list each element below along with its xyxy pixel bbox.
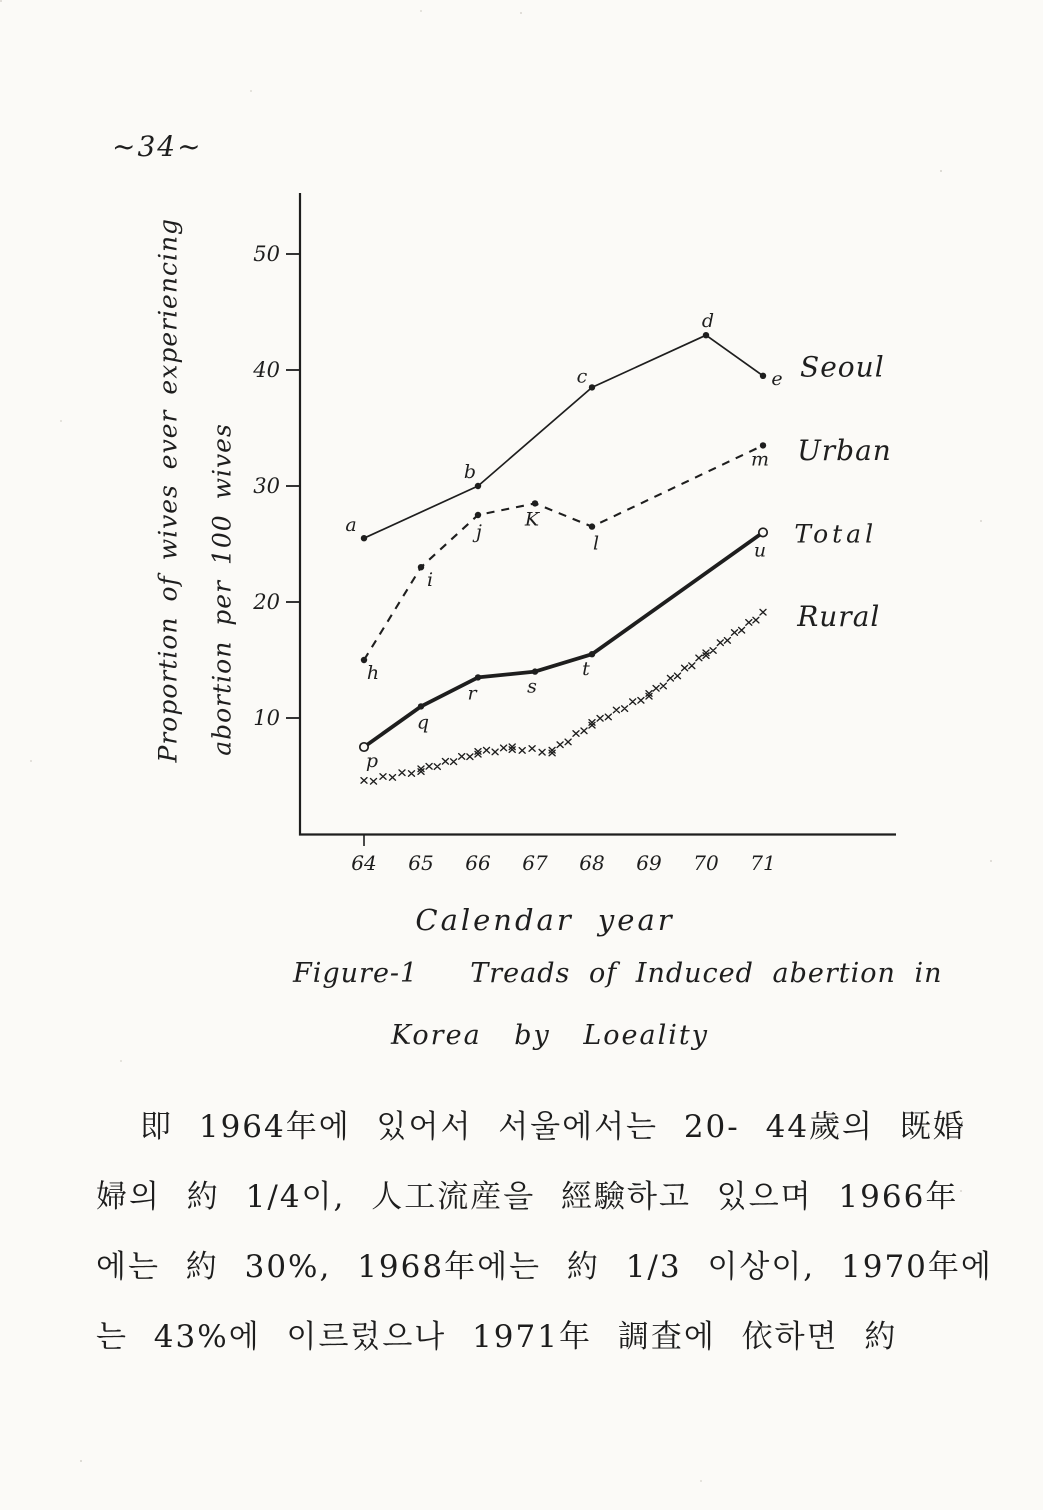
point-label-a: a (345, 514, 357, 537)
data-point-e (760, 373, 766, 379)
series-line-urban (364, 445, 763, 660)
series-line-seoul (364, 335, 763, 538)
data-point-i (418, 564, 424, 570)
page-number: ~34~ (112, 130, 203, 163)
x-tick-label: 71 (750, 851, 776, 875)
y-tick-label: 20 (253, 590, 280, 614)
y-axis-label-line1: Proportion of wives ever experiencing (153, 217, 183, 763)
point-label-q: q (416, 711, 430, 734)
data-point-b (475, 483, 481, 489)
y-axis-label-line2: abortion per 100 wives (207, 423, 237, 756)
body-text (96, 1092, 993, 1372)
point-label-b: b (463, 461, 477, 483)
chart-svg (250, 180, 950, 900)
legend-label-urban: Urban (797, 434, 892, 468)
figure-caption (293, 958, 942, 989)
y-tick-label: 40 (253, 358, 280, 382)
body-line-1: 即 1964年에 있어서 서울에서는 20- 44歲의 既婚 (140, 1109, 966, 1145)
data-point-c (589, 384, 595, 390)
x-tick-label: 65 (408, 851, 434, 875)
figure-caption-line1: Treads of Induced abertion in (470, 958, 943, 989)
legend-label-seoul: Seoul (800, 350, 885, 384)
point-label-r: r (467, 682, 477, 705)
point-label-d: d (701, 310, 715, 333)
data-point-l (589, 523, 595, 529)
data-point-r (475, 674, 481, 680)
point-label-j: j (476, 521, 482, 543)
point-label-m: m (750, 448, 770, 471)
data-point-j (475, 512, 481, 518)
x-tick-label: 64 (351, 851, 377, 875)
scan-speckles (0, 0, 2, 2)
x-axis-label: Calendar year (415, 903, 675, 937)
legend-label-rural: Rural (797, 600, 881, 634)
point-label-i: i (426, 569, 434, 592)
point-label-s: s (527, 675, 537, 698)
data-point-t (589, 651, 595, 657)
body-line-3: 에는 約 30%, 1968年에는 約 1/3 이상이, 1970年에 (96, 1249, 993, 1285)
point-label-e: e (771, 367, 783, 390)
point-label-c: c (576, 365, 588, 388)
data-point-u (759, 528, 767, 536)
point-label-u: u (753, 539, 767, 562)
body-line-2: 婦의 約 1/4이, 人工流産을 經驗하고 있으며 1966年 (96, 1179, 959, 1215)
data-point-q (418, 703, 424, 709)
x-tick-label: 66 (465, 851, 491, 875)
point-label-t: t (582, 658, 590, 681)
y-tick-label: 10 (253, 706, 280, 730)
x-tick-label: 70 (693, 851, 719, 875)
body-line-4: 는 43%에 이르렀으나 1971年 調査에 依하면 約 (96, 1319, 898, 1355)
data-point-a (361, 535, 367, 541)
x-tick-label: 68 (579, 851, 605, 875)
point-label-h: h (366, 662, 380, 684)
legend-label-total: Total (794, 519, 878, 549)
data-point-s (532, 668, 538, 674)
y-tick-label: 50 (253, 242, 280, 266)
chart-axes (300, 193, 896, 835)
figure-caption-line2: Korea by Loeality (390, 1020, 710, 1051)
x-tick-label: 69 (636, 851, 662, 875)
data-point-K (532, 500, 538, 506)
point-label-l: l (592, 532, 600, 555)
point-label-p: p (365, 750, 379, 772)
point-label-K: K (524, 508, 540, 531)
data-point-d (703, 332, 709, 338)
figure-label: Figure-1 (293, 958, 419, 989)
series-line-rural (361, 609, 766, 784)
x-tick-label: 67 (522, 851, 548, 875)
y-tick-label: 30 (253, 474, 280, 498)
